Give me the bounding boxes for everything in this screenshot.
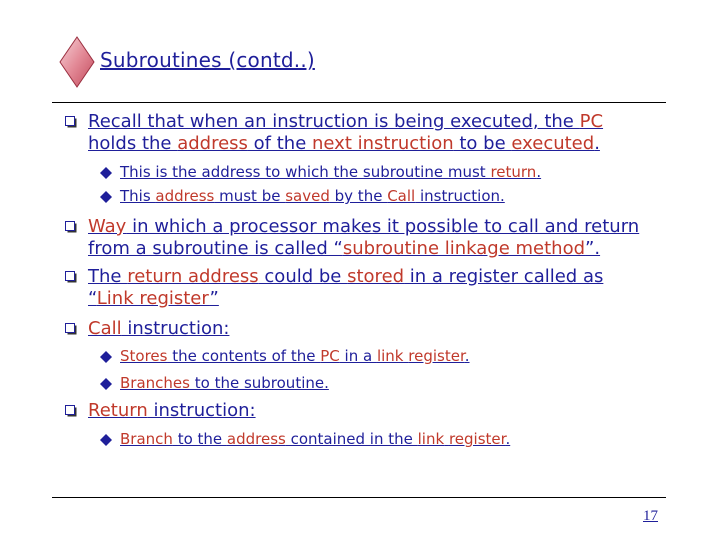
emphasis-text: Call — [88, 318, 122, 339]
sub-bullet-line — [120, 347, 470, 366]
emphasis-text: register — [408, 347, 465, 365]
text-run: contained in the — [285, 430, 418, 448]
bullet-line — [88, 318, 229, 340]
bullet-line — [88, 238, 600, 260]
page-number: 17 — [643, 508, 658, 524]
sub-bullet-line — [120, 163, 541, 182]
emphasis-text: next instruction — [312, 133, 454, 154]
text-run: to be — [453, 133, 512, 154]
emphasis-text: link — [417, 430, 445, 448]
text-run: must be — [214, 187, 286, 205]
emphasis-text: return — [490, 163, 537, 181]
diamond-bullet-icon — [100, 191, 112, 203]
slide-title: Subroutines (contd..) — [100, 48, 315, 72]
bullet-line — [88, 111, 603, 133]
text-run: in which a processor makes it possible to call and return — [126, 216, 640, 237]
checkbox-bullet-icon — [65, 116, 77, 128]
text-run: the contents of the — [167, 347, 321, 365]
text-run: by the — [329, 187, 388, 205]
emphasis-text: Link register — [96, 288, 210, 309]
emphasis-text: Return — [88, 400, 148, 421]
checkbox-bullet-icon — [65, 271, 77, 283]
diamond-bullet-icon — [100, 434, 112, 446]
diamond-bullet-icon — [100, 351, 112, 363]
sub-bullet-line — [120, 374, 329, 393]
emphasis-text: Way — [88, 216, 127, 237]
text-run: in a — [339, 347, 377, 365]
emphasis-text: PC — [320, 347, 340, 365]
text-run: of the — [247, 133, 312, 154]
text-run: in a register called as — [404, 266, 604, 287]
emphasis-text: Stores — [120, 347, 168, 365]
emphasis-text: register — [448, 430, 506, 448]
text-run: instruction: — [121, 318, 230, 339]
text-run: . — [505, 430, 511, 448]
text-run: instruction: — [147, 400, 256, 421]
sub-bullet-line — [120, 187, 505, 206]
emphasis-text: address — [226, 430, 286, 448]
text-run: could be — [258, 266, 348, 287]
footer-divider — [52, 497, 666, 498]
text-run: . — [536, 163, 542, 181]
checkbox-bullet-icon — [65, 405, 77, 417]
emphasis-text: Branch — [120, 430, 173, 448]
text-run: holds the — [88, 133, 178, 154]
emphasis-text: Branches — [120, 374, 190, 392]
bullet-line — [88, 216, 639, 238]
text-run: The — [88, 266, 128, 287]
text-run: “ — [88, 288, 97, 309]
checkbox-bullet-icon — [65, 221, 77, 233]
emphasis-text: subroutine linkage method — [342, 238, 586, 259]
diamond-bullet-icon — [100, 167, 112, 179]
emphasis-text: saved — [285, 187, 330, 205]
bullet-line — [88, 288, 219, 310]
title-divider — [52, 102, 666, 103]
emphasis-text: executed — [511, 133, 595, 154]
emphasis-text: return address — [127, 266, 259, 287]
text-run: ” — [209, 288, 219, 309]
text-run: from a subroutine is called “ — [88, 238, 343, 259]
bullet-line — [88, 400, 256, 422]
emphasis-text: stored — [347, 266, 405, 287]
sub-bullet-line — [120, 430, 510, 449]
emphasis-text: link — [376, 347, 404, 365]
text-run: ”. — [585, 238, 601, 259]
emphasis-text: Call — [387, 187, 416, 205]
text-run: . — [464, 347, 470, 365]
text-run: Recall that when an instruction is being executed, the — [88, 111, 580, 132]
text-run: instruction. — [415, 187, 505, 205]
checkbox-bullet-icon — [65, 323, 77, 335]
diamond-bullet-icon — [100, 378, 112, 390]
text-run: to the subroutine. — [189, 374, 329, 392]
diamond-icon — [59, 36, 95, 88]
text-run: to the — [172, 430, 227, 448]
text-run: This is the address to which the subroutine must — [120, 163, 491, 181]
bullet-line — [88, 266, 603, 288]
text-run: This — [120, 187, 156, 205]
emphasis-text: address — [177, 133, 248, 154]
bullet-line — [88, 133, 600, 155]
emphasis-text: address — [155, 187, 215, 205]
text-run: . — [594, 133, 600, 154]
emphasis-text: PC — [579, 111, 604, 132]
